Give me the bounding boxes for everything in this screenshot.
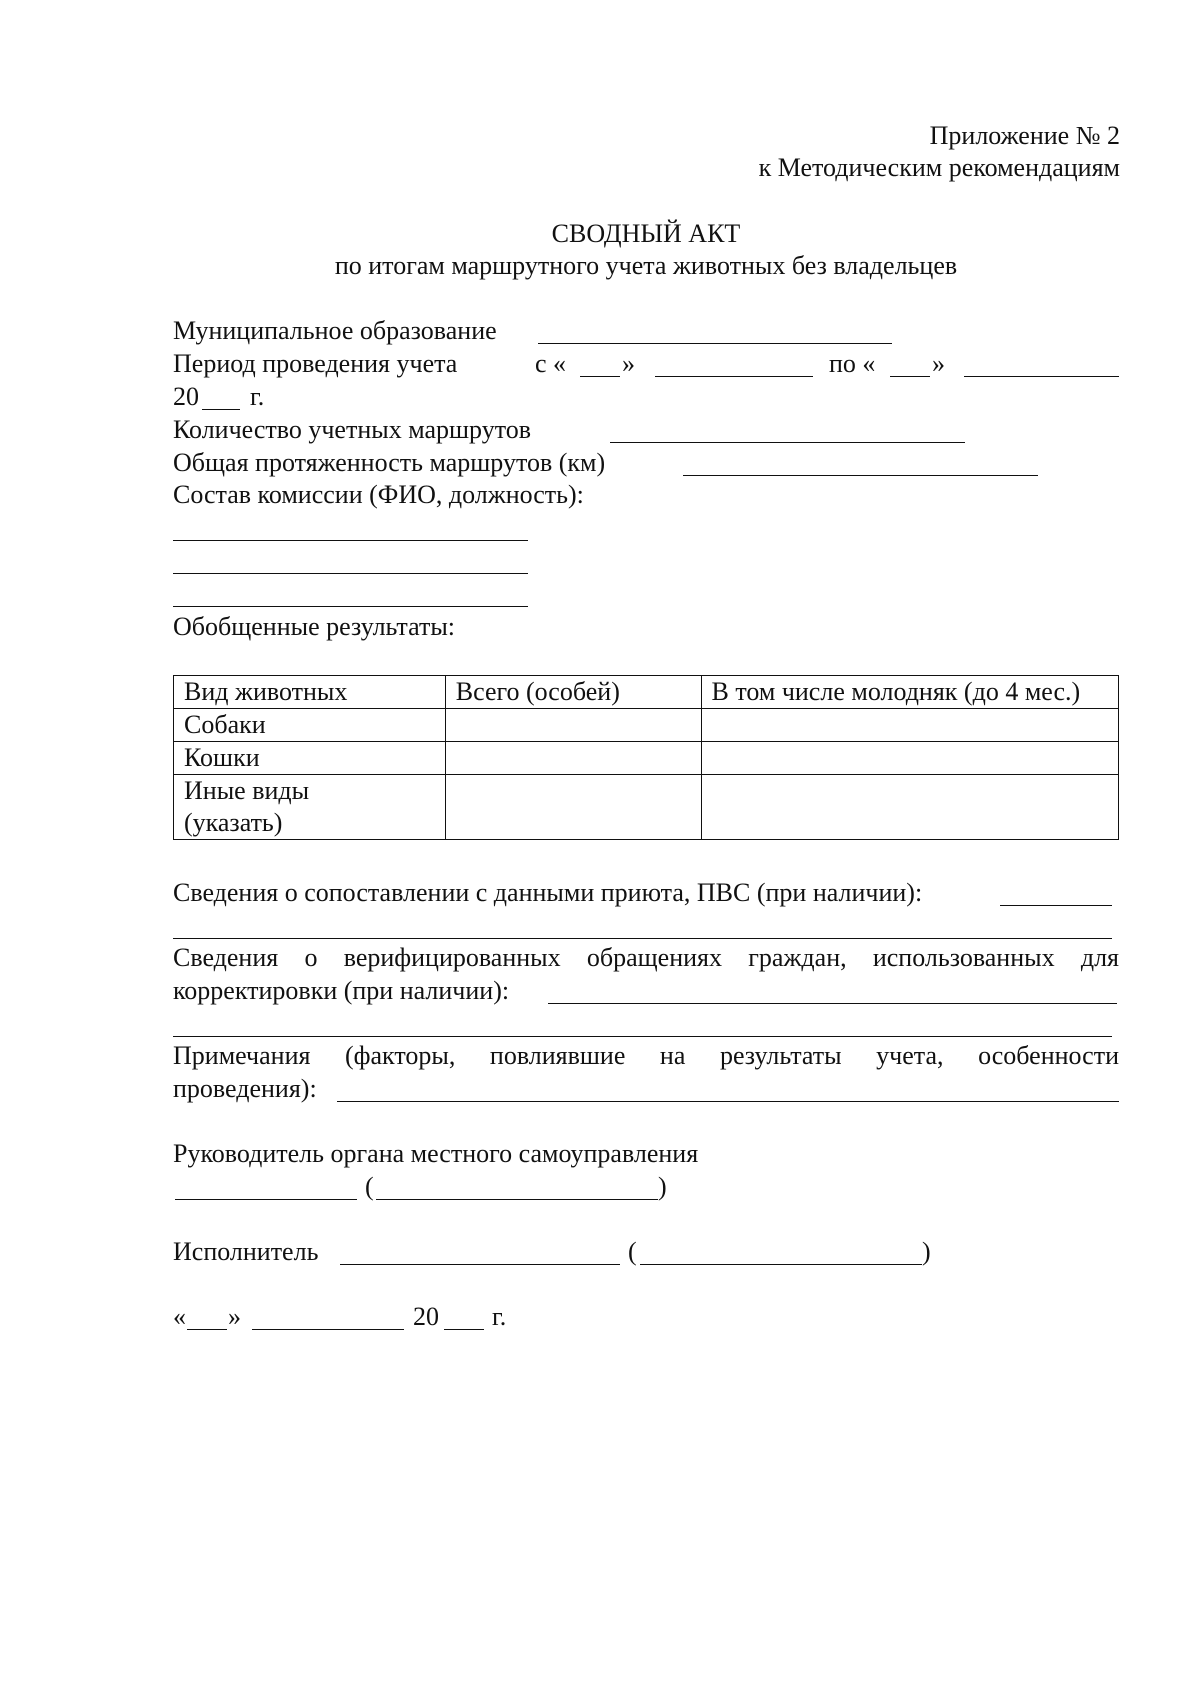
head-signature-field[interactable] — [175, 1199, 357, 1200]
period-from-open: с « — [535, 349, 567, 378]
shelter-label: Сведения о сопоставлении с данными приюта, ПВС (при наличии): — [173, 878, 923, 907]
document-subtitle: по итогам маршрутного учета животных без владельцев — [334, 251, 958, 280]
appeals-label: Сведения о верифицированных обращениях граждан, использованных для — [173, 943, 1119, 972]
species-cell: Собаки — [174, 709, 446, 742]
executor-name-field[interactable] — [640, 1264, 922, 1265]
head-name-field[interactable] — [376, 1199, 658, 1200]
period-to-close: » — [932, 349, 945, 378]
head-label: Руководитель органа местного самоуправления — [173, 1139, 699, 1168]
table-row — [174, 742, 1119, 775]
species-line: (указать) — [184, 808, 283, 837]
table-row — [174, 775, 1119, 840]
appendix-number: Приложение № 2 — [929, 121, 1120, 150]
routes-count-field[interactable] — [610, 442, 965, 443]
executor-signature-field[interactable] — [340, 1264, 620, 1265]
shelter-field-continued[interactable] — [173, 938, 1112, 939]
period-year-prefix: 20 — [173, 382, 199, 411]
appendix-reference: к Методическим рекомендациям — [758, 153, 1120, 182]
young-cell[interactable] — [701, 709, 1119, 742]
document-title: СВОДНЫЙ АКТ — [551, 219, 741, 248]
executor-label: Исполнитель — [173, 1237, 319, 1266]
results-table — [173, 675, 1119, 840]
total-cell[interactable] — [445, 709, 701, 742]
commission-member-field[interactable] — [173, 573, 528, 574]
municipality-label: Муниципальное образование — [173, 316, 497, 345]
commission-label: Состав комиссии (ФИО, должность): — [173, 480, 584, 509]
head-paren-open: ( — [365, 1172, 374, 1201]
species-line: Иные виды — [184, 776, 310, 805]
table-header-row — [174, 676, 1119, 709]
notes-field[interactable] — [337, 1101, 1119, 1102]
shelter-field[interactable] — [1000, 905, 1112, 906]
notes-label: Примечания (факторы, повлиявшие на результаты учета, особенности — [173, 1041, 1119, 1070]
period-to-day-field[interactable] — [890, 376, 930, 377]
column-header: Вид животных — [174, 676, 446, 709]
head-paren-close: ) — [658, 1172, 667, 1201]
executor-paren-open: ( — [628, 1237, 637, 1266]
period-year-suffix: г. — [250, 382, 265, 411]
period-from-day-field[interactable] — [580, 376, 620, 377]
period-year-field[interactable] — [202, 409, 240, 410]
commission-member-field[interactable] — [173, 606, 528, 607]
column-header: В том числе молодняк (до 4 мес.) — [701, 676, 1119, 709]
period-from-month-field[interactable] — [655, 376, 813, 377]
appeals-field-continued[interactable] — [173, 1036, 1112, 1037]
young-cell[interactable] — [701, 742, 1119, 775]
column-header: Всего (особей) — [445, 676, 701, 709]
young-cell[interactable] — [701, 775, 1119, 840]
date-quote-open: « — [173, 1302, 186, 1331]
routes-length-field[interactable] — [683, 475, 1038, 476]
period-label: Период проведения учета — [173, 349, 458, 378]
appeals-field[interactable] — [548, 1003, 1117, 1004]
results-label: Обобщенные результаты: — [173, 612, 456, 641]
notes-label-cont: проведения): — [173, 1074, 317, 1103]
date-quote-close: » — [228, 1302, 241, 1331]
period-from-close: » — [622, 349, 635, 378]
routes-length-label: Общая протяженность маршрутов (км) — [173, 448, 606, 477]
table-row — [174, 709, 1119, 742]
date-month-field[interactable] — [252, 1329, 404, 1330]
appeals-label-cont: корректировки (при наличии): — [173, 976, 510, 1005]
period-to-open: по « — [829, 349, 876, 378]
species-cell — [174, 775, 446, 840]
total-cell[interactable] — [445, 742, 701, 775]
species-cell: Кошки — [174, 742, 446, 775]
total-cell[interactable] — [445, 775, 701, 840]
date-year-field[interactable] — [444, 1329, 484, 1330]
executor-paren-close: ) — [922, 1237, 931, 1266]
commission-member-field[interactable] — [173, 540, 528, 541]
date-year-suffix: г. — [492, 1302, 507, 1331]
date-year-prefix: 20 — [413, 1302, 439, 1331]
period-to-month-field[interactable] — [964, 376, 1119, 377]
date-day-field[interactable] — [187, 1329, 227, 1330]
municipality-field[interactable] — [538, 343, 892, 344]
routes-count-label: Количество учетных маршрутов — [173, 415, 532, 444]
